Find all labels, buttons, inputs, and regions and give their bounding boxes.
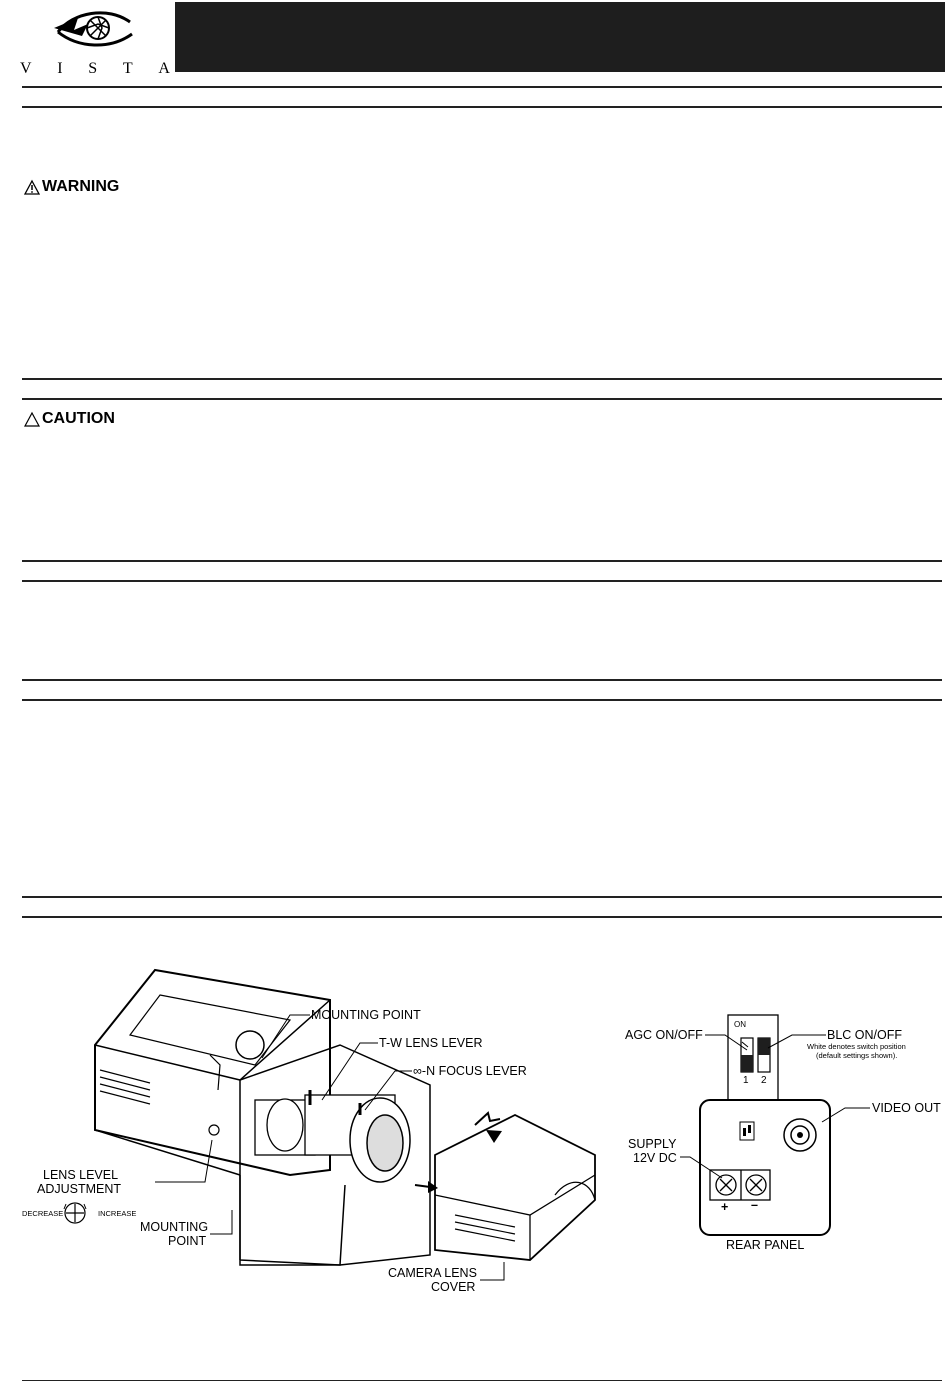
mounting-point-bottom-label: MOUNTING — [140, 1220, 209, 1234]
mounting-point-top-label: MOUNTING POINT — [311, 1008, 421, 1022]
lens-cover-label: CAMERA LENS — [388, 1266, 477, 1280]
minus-label: – — [751, 1198, 758, 1212]
video-out-label: VIDEO OUT — [872, 1101, 941, 1115]
tw-lens-lever-label: T-W LENS LEVER — [379, 1036, 483, 1050]
increase-label: INCREASE — [98, 1209, 137, 1218]
plus-label: + — [721, 1200, 729, 1214]
blc-note-1: White denotes switch position — [807, 1042, 906, 1051]
supply-voltage-label: 12V DC — [633, 1151, 677, 1165]
dip-on-label: ON — [734, 1020, 746, 1029]
dip-num-1: 1 — [743, 1075, 749, 1086]
logo-letter: V — [20, 60, 32, 77]
lens-cover-label-2: COVER — [431, 1280, 476, 1294]
logo-letter: T — [122, 60, 133, 77]
lens-level-label: LENS LEVEL — [43, 1168, 119, 1182]
decrease-label: DECREASE — [22, 1209, 64, 1218]
agc-label: AGC ON/OFF — [625, 1028, 703, 1042]
dip-num-2: 2 — [761, 1075, 767, 1086]
blc-note-2: (default settings shown). — [816, 1051, 898, 1060]
lens-adjustment-label: ADJUSTMENT — [37, 1182, 122, 1196]
blc-label: BLC ON/OFF — [827, 1028, 903, 1042]
logo-letter: S — [88, 60, 98, 77]
warning-title: WARNING — [42, 178, 120, 195]
caution-title: CAUTION — [42, 410, 115, 427]
mounting-point-bottom-label-2: POINT — [168, 1234, 207, 1248]
focus-lever-label: ∞-N FOCUS LEVER — [413, 1064, 527, 1078]
supply-label: SUPPLY — [628, 1137, 677, 1151]
logo-letter: A — [158, 60, 170, 77]
rear-panel-label: REAR PANEL — [726, 1238, 805, 1252]
logo-letter: I — [57, 60, 63, 77]
